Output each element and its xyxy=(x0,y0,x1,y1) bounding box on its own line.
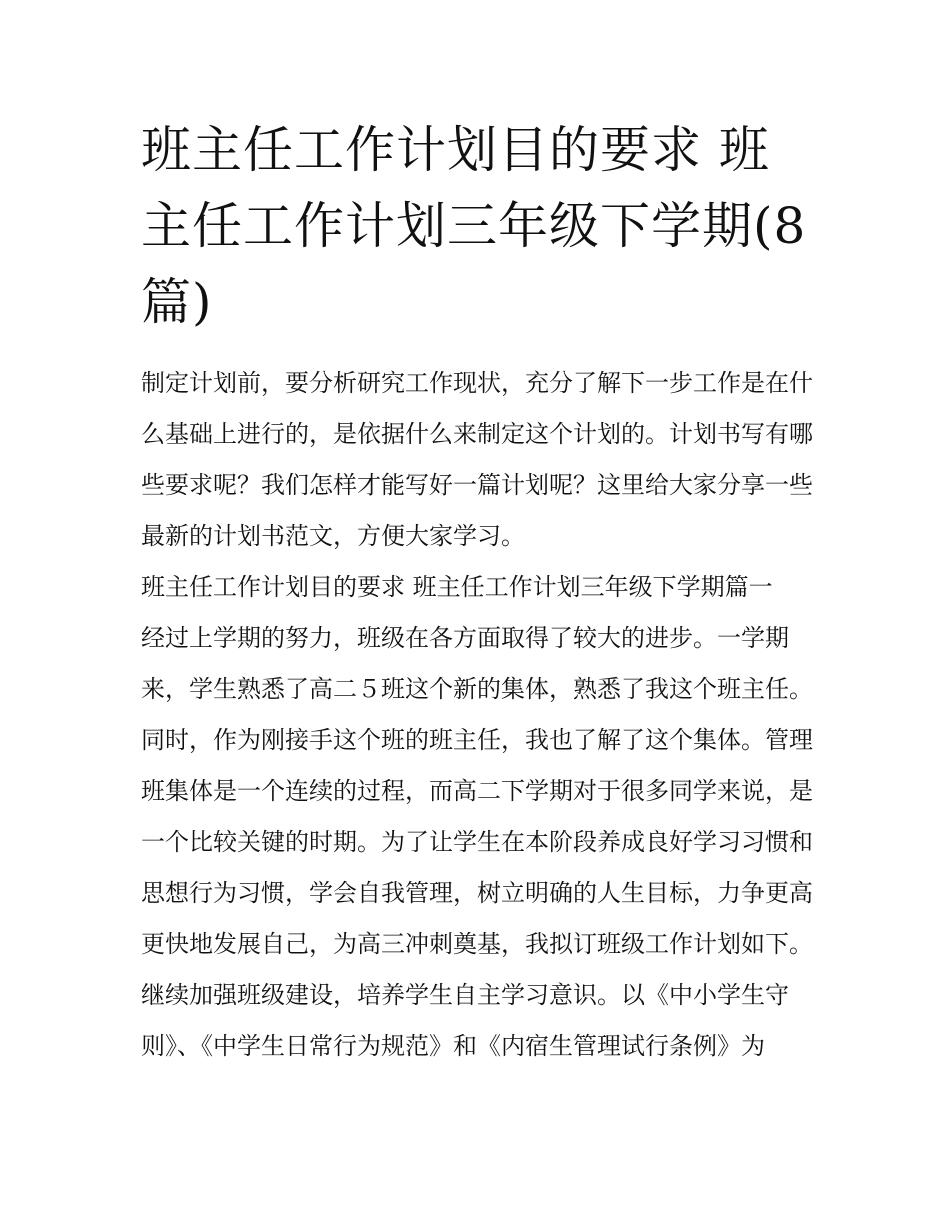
document-page xyxy=(141,112,817,1072)
body-paragraph: 经过上学期的努力，班级在各方面取得了较大的进步。一学期来，学生熟悉了高二５班这个新的集体，熟悉了我这个班主任。同时，作为刚接手这个班的班主任，我也了解了这个集体。管理班集体是一个连续的过程，而高二下学期对于很多同学来说，是一个比较关键的时期。为了让学生在本阶段养成良好学习习惯和思想行为习惯，学会自我管理，树立明确的人生目标，力争更高更快地发展自己，为高三冲刺奠基，我拟订班级工作计划如下。 xyxy=(141,624,813,958)
document-title: 班主任工作计划目的要求 班主任工作计划三年级下学期(8篇) xyxy=(141,121,807,331)
body-paragraph: 继续加强班级建设，培养学生自主学习意识。以《中小学生守则》、《中学生日常行为规范》和《内宿生管理试行条例》为 xyxy=(141,981,789,1060)
intro-paragraph: 制定计划前，要分析研究工作现状，充分了解下一步工作是在什么基础上进行的，是依据什么来制定这个计划的。计划书写有哪些要求呢？我们怎样才能写好一篇计划呢？这里给大家分享一些最新的计划书范文，方便大家学习。 xyxy=(141,369,813,550)
section-heading: 班主任工作计划目的要求 班主任工作计划三年级下学期篇一 xyxy=(141,573,773,601)
